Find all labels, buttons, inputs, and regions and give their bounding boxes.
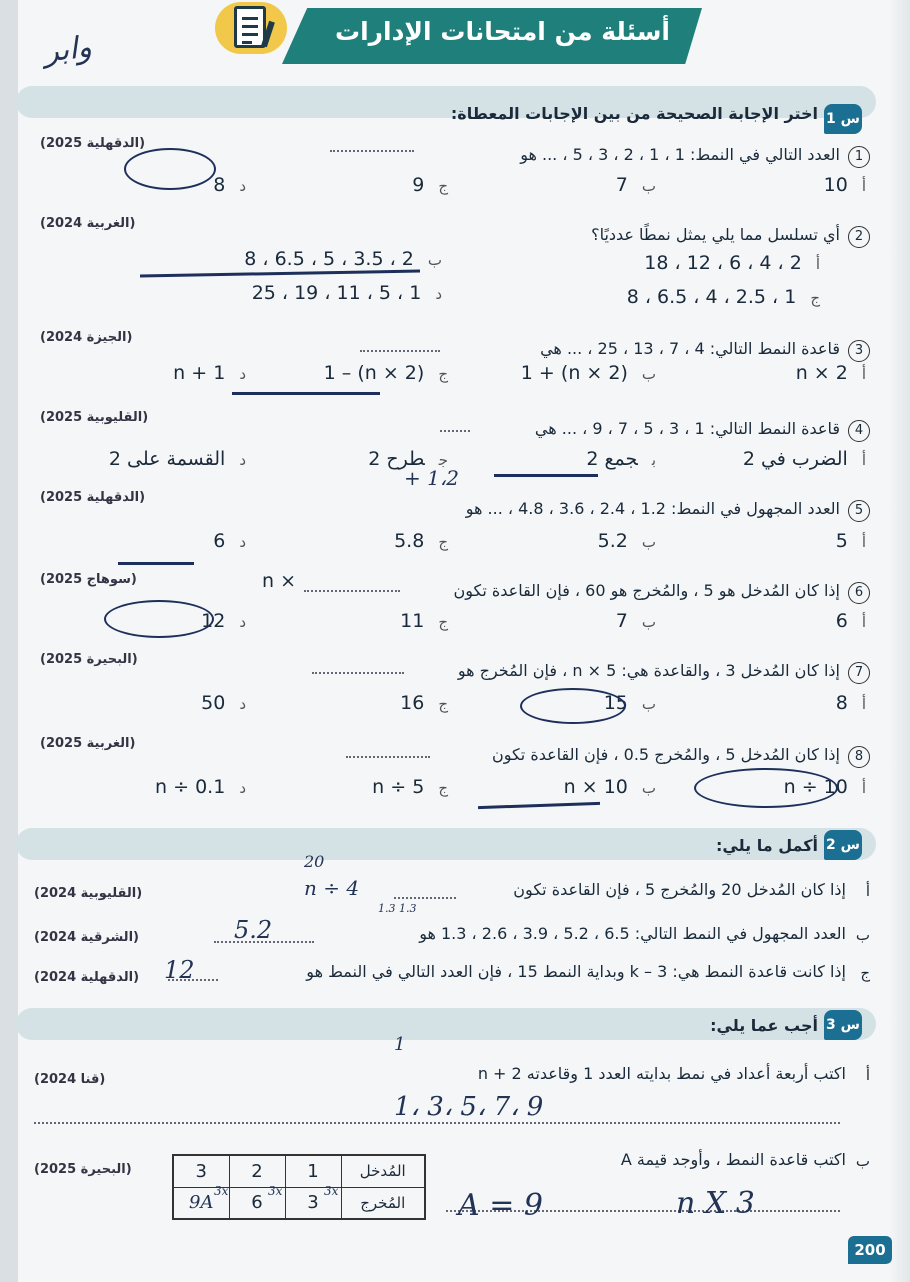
input-label: المُدخل [341, 1155, 425, 1187]
option-value: 5 [835, 530, 848, 552]
question-number: 7 [848, 662, 870, 684]
option-value: الضرب في 2 [742, 448, 848, 470]
answer-option[interactable] [796, 362, 866, 384]
table-cell: 6 [229, 1187, 285, 1219]
question-text: العدد المجهول في النمط: 1.2 ، 2.4 ، 3.6 ، 4.8 ، ... هو [465, 499, 840, 518]
section-3-title: أجب عما يلي: [710, 1016, 818, 1035]
item-2a-letter: أ [865, 882, 870, 900]
item-3b-text: اكتب قاعدة النمط ، وأوجد قيمة A [620, 1150, 846, 1169]
option-letter: أ [861, 533, 866, 551]
option-letter: ج [438, 613, 448, 631]
table-mark: 3x [214, 1184, 229, 1198]
handwritten-underline-q5 [118, 562, 194, 565]
item-2c-letter: ج [860, 964, 870, 982]
item-2a-text: إذا كان المُدخل 20 والمُخرج 5 ، فإن القاعدة تكون [513, 880, 846, 899]
answer-option[interactable] [244, 248, 442, 270]
option-letter: ج [438, 779, 448, 797]
option-letter: ب [641, 695, 656, 713]
question-source: (سوهاج 2025) [40, 572, 137, 587]
answer-option[interactable] [201, 692, 246, 714]
option-value: (n × 2) + 1 [520, 362, 628, 384]
option-value: 8 [835, 692, 848, 714]
handwritten-answer-2b: 5.2 [234, 916, 273, 944]
option-letter: د [239, 365, 246, 383]
question-number: 6 [848, 582, 870, 604]
answer-option[interactable] [743, 448, 866, 470]
table-cell: 3 [173, 1155, 229, 1187]
q6-blank-answer: n × [262, 570, 297, 592]
question-text: العدد التالي في النمط: 1 ، 1 ، 2 ، 3 ، 5 ، ... هو [520, 145, 840, 164]
option-letter: ب [641, 779, 656, 797]
answer-option[interactable] [521, 362, 656, 384]
answer-option[interactable] [213, 174, 246, 196]
answer-option[interactable] [616, 610, 656, 632]
option-letter: أ [861, 695, 866, 713]
section-1-badge: 1 س [824, 104, 862, 134]
table-cell: 9A [173, 1187, 229, 1219]
answer-blank [346, 756, 430, 758]
option-value: n × 10 [563, 776, 628, 798]
option-value: 6 [835, 610, 848, 632]
answer-option[interactable] [400, 692, 448, 714]
option-value: القسمة على 2 [108, 448, 226, 470]
question-number: 5 [848, 500, 870, 522]
option-letter: أ [861, 365, 866, 383]
answer-option[interactable] [836, 610, 866, 632]
answer-option[interactable] [155, 776, 246, 798]
answer-option[interactable] [836, 692, 866, 714]
page-title: أسئلة من امتحانات الإدارات [334, 17, 670, 46]
question-text: إذا كان المُدخل 5 ، والمُخرج 0.5 ، فإن القاعدة تكون [491, 745, 840, 764]
source-2c: (الدقهلية 2024) [34, 970, 140, 985]
answer-option[interactable] [412, 174, 448, 196]
section-1-title: اختر الإجابة الصحيحة من بين الإجابات المعطاة: [450, 104, 818, 123]
table-mark: 3x [324, 1184, 339, 1198]
handwritten-circle-q1 [124, 148, 216, 190]
question-number: 8 [848, 746, 870, 768]
option-letter: ب [641, 365, 656, 383]
handwritten-answer-3a: 1، 3، 5، 7، 9 [394, 1092, 544, 1122]
option-value: 16 [400, 692, 425, 714]
option-value: n + 1 [173, 362, 226, 384]
option-letter: ج [438, 177, 448, 195]
item-2c-text: إذا كانت قاعدة النمط هي: k – 3 وبداية النمط 15 ، فإن العدد التالي في النمط هو [306, 962, 846, 981]
option-value: 6 [213, 530, 226, 552]
option-letter: ج [438, 533, 448, 551]
answer-option[interactable] [109, 448, 246, 470]
question-text: إذا كان المُدخل هو 5 ، والمُخرج هو 60 ، فإن القاعدة تكون [453, 581, 840, 600]
handwritten-note-2a: 20 [304, 852, 325, 871]
answer-blank [304, 590, 400, 592]
option-letter: د [239, 613, 246, 631]
handwritten-answer-2a: n ÷ 4 [304, 876, 360, 900]
option-value: 10 [823, 174, 848, 196]
option-value: 2 ، 4 ، 6 ، 12 ، 18 [644, 252, 802, 274]
answer-option[interactable] [836, 530, 866, 552]
answer-blank [330, 150, 414, 152]
exam-sheet-icon [234, 6, 266, 48]
option-value: 8 [213, 174, 226, 196]
handwritten-underline-q3 [232, 392, 380, 395]
option-letter: أ [861, 451, 866, 469]
item-3a-text: اكتب أربعة أعداد في نمط بدايته العدد 1 وقاعدته n + 2 [477, 1064, 846, 1083]
answer-option[interactable] [644, 252, 820, 274]
table-cell: 1 [285, 1155, 341, 1187]
answer-blank [360, 350, 440, 352]
answer-option[interactable] [824, 174, 866, 196]
option-value: جمع 2 [586, 448, 638, 470]
answer-option[interactable] [394, 530, 448, 552]
option-value: 5.2 [597, 530, 628, 552]
option-letter: أ [861, 177, 866, 195]
section-2-title: أكمل ما يلي: [716, 836, 818, 855]
option-letter: ج [438, 451, 448, 469]
option-letter: ج [810, 289, 820, 307]
question-number: 1 [848, 146, 870, 168]
option-value: 2 ، 3.5 ، 5 ، 6.5 ، 8 [244, 248, 414, 270]
option-value: 5.8 [394, 530, 425, 552]
question-source: (الدقهلية 2025) [40, 136, 146, 151]
option-letter: د [435, 285, 442, 303]
section-3-badge: 3 س [824, 1010, 862, 1040]
handwritten-circle-q6 [104, 600, 214, 638]
option-value: 1 ، 2.5 ، 4 ، 6.5 ، 8 [626, 286, 797, 308]
answer-option[interactable] [627, 286, 820, 308]
question-source: (الدقهلية 2025) [40, 490, 146, 505]
input-output-table [172, 1154, 426, 1220]
option-value: 50 [201, 692, 226, 714]
question-number: 2 [848, 226, 870, 248]
option-letter: ب [427, 251, 442, 269]
answer-option[interactable] [586, 448, 656, 470]
option-value: طرح 2 [368, 448, 425, 470]
section-2-badge: 2 س [824, 830, 862, 860]
option-value: (n × 2) – 1 [323, 362, 425, 384]
answer-option[interactable] [252, 282, 442, 304]
option-value: n × 2 [795, 362, 848, 384]
option-letter: د [239, 451, 246, 469]
handwritten-circle-q7 [520, 688, 626, 724]
page-gutter [0, 0, 18, 1282]
page-number-badge: 200 [848, 1236, 892, 1264]
source-2b: (الشرقية 2024) [34, 930, 139, 945]
option-value: n ÷ 10 [783, 776, 848, 798]
handwritten-answer-3b-rule: n X 3 [676, 1186, 755, 1221]
option-value: 15 [603, 692, 628, 714]
option-value: 12 [201, 610, 226, 632]
option-value: n ÷ 5 [372, 776, 425, 798]
answer-blank [440, 430, 470, 432]
question-source: (البحيرة 2025) [40, 652, 138, 667]
option-letter: ج [438, 365, 448, 383]
handwritten-answer-3b-a: A = 9 [458, 1188, 543, 1223]
option-value: 11 [400, 610, 425, 632]
question-number: 3 [848, 340, 870, 362]
question-text: قاعدة النمط التالي: 1 ، 3 ، 5 ، 7 ، 9 ، ... هي [534, 419, 840, 438]
option-value: 7 [615, 174, 628, 196]
item-2b-letter: ب [855, 926, 870, 944]
answer-option[interactable] [173, 362, 246, 384]
table-cell: 3 [285, 1187, 341, 1219]
answer-option[interactable] [616, 174, 656, 196]
option-letter: أ [815, 255, 820, 273]
question-source: (الغربية 2024) [40, 216, 136, 231]
option-value: 1 ، 5 ، 11 ، 19 ، 25 [251, 282, 422, 304]
question-source: (الجيزة 2024) [40, 330, 133, 345]
option-value: n ÷ 0.1 [155, 776, 226, 798]
handwritten-circle-q8 [694, 768, 838, 808]
question-text: إذا كان المُدخل 3 ، والقاعدة هي: n × 5 ، فإن المُخرج هو [457, 661, 840, 680]
item-3a-letter: أ [865, 1066, 870, 1084]
question-text: أي تسلسل مما يلي يمثل نمطًا عدديًا؟ [591, 225, 840, 244]
option-letter: د [239, 695, 246, 713]
table-cell: 2 [229, 1155, 285, 1187]
option-letter: د [239, 177, 246, 195]
handwritten-underline-q4 [494, 474, 598, 477]
worksheet-page [18, 0, 910, 1282]
option-letter: د [239, 779, 246, 797]
source-2a: (القليوبية 2024) [34, 886, 143, 901]
option-letter: أ [861, 779, 866, 797]
answer-option[interactable] [400, 610, 448, 632]
option-value: 9 [412, 174, 425, 196]
option-value: 7 [615, 610, 628, 632]
question-source: (الغربية 2025) [40, 736, 136, 751]
handwritten-note-q4: + 1،2 [404, 466, 460, 490]
handwritten-answer-2c: 12 [164, 956, 195, 984]
handwritten-note-3a: 1 [394, 1034, 406, 1055]
option-letter: ب [641, 613, 656, 631]
option-letter: أ [861, 613, 866, 631]
output-label: المُخرج [341, 1187, 425, 1219]
option-letter: ب [651, 451, 656, 469]
source-3b: (البحيرة 2025) [34, 1162, 132, 1177]
option-letter: ب [641, 177, 656, 195]
question-number: 4 [848, 420, 870, 442]
handwritten-note-2b: 1.3 1.3 [378, 902, 417, 915]
handwritten-corner-note: وابر [42, 29, 94, 70]
option-letter: ج [438, 695, 448, 713]
answer-option[interactable] [564, 776, 656, 798]
answer-option[interactable] [324, 362, 448, 384]
question-text: قاعدة النمط التالي: 4 ، 7 ، 13 ، 25 ، ... هي [540, 339, 840, 358]
table-mark: 3x [268, 1184, 283, 1198]
item-2b-text: العدد المجهول في النمط التالي: 6.5 ، 5.2 ، 3.9 ، 2.6 ، 1.3 هو [419, 924, 846, 943]
source-3a: (قنا 2024) [34, 1072, 106, 1087]
answer-option[interactable] [213, 530, 246, 552]
option-letter: ب [641, 533, 656, 551]
page-edge-shadow [890, 0, 910, 1282]
answer-option[interactable] [372, 776, 448, 798]
answer-option[interactable] [598, 530, 656, 552]
item-3b-letter: ب [855, 1152, 870, 1170]
question-source: (القليوبية 2025) [40, 410, 149, 425]
answer-blank [312, 672, 404, 674]
option-letter: د [239, 533, 246, 551]
